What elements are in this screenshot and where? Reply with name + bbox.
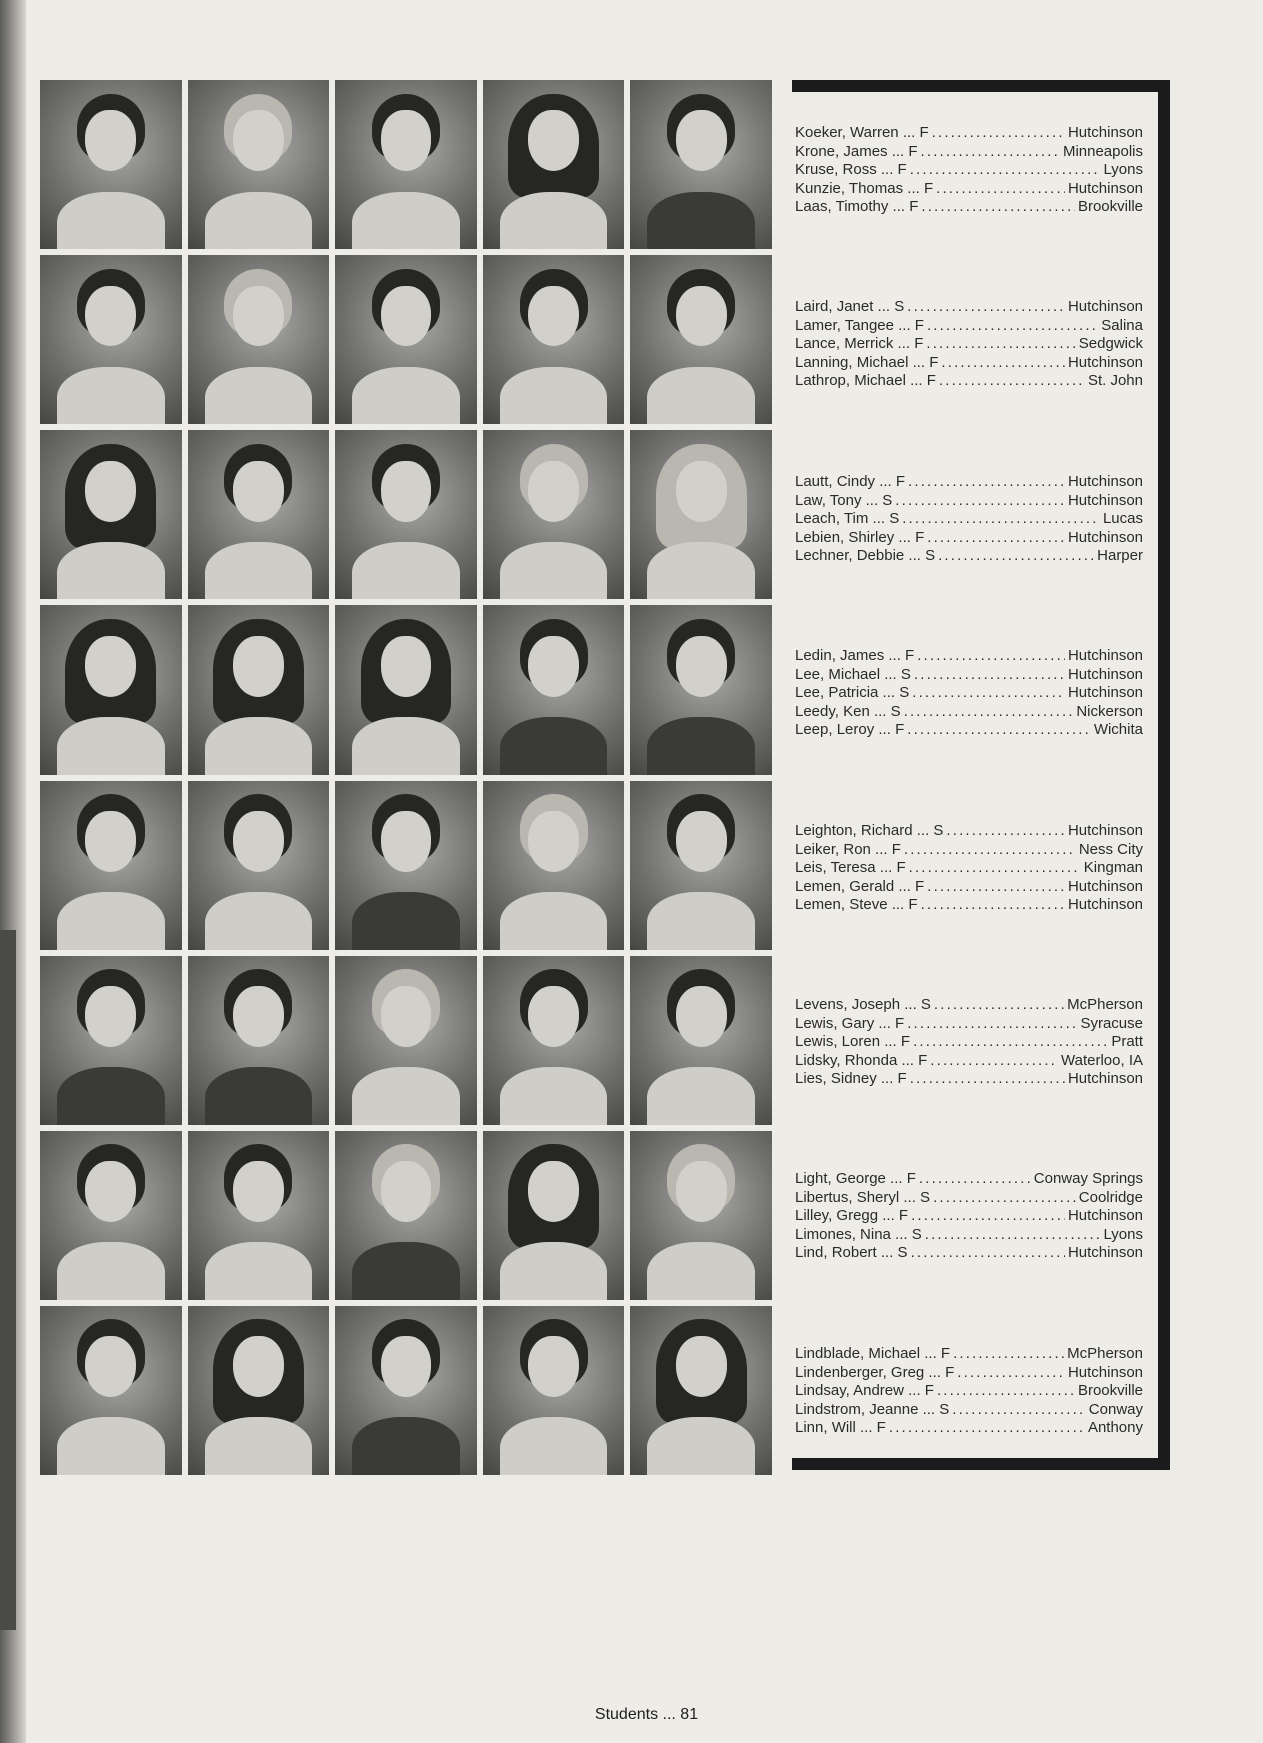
student-name: Libertus, Sheryl ... S [795,1188,931,1206]
student-entry [795,1244,1143,1263]
student-entry [795,684,1143,703]
dot-leader [912,684,1065,703]
student-portrait [335,80,477,249]
student-name: Limones, Nina ... S [795,1225,922,1243]
student-hometown: Brookville [1077,1382,1143,1399]
student-name: Lemen, Steve ... F [795,896,918,913]
student-portrait [40,781,182,950]
portrait-body [647,717,755,775]
student-portrait [40,430,182,599]
dot-leader [919,1170,1031,1189]
portrait-face [233,811,284,872]
portrait-body [205,367,313,425]
student-name: Lathrop, Michael ... F [795,372,936,389]
student-name: Kunzie, Thomas ... F [795,179,934,197]
student-entry [795,1015,1143,1034]
name-group [795,1345,1143,1438]
dot-leader [939,372,1085,391]
student-entry [795,666,1143,685]
portrait-grid [40,80,772,1475]
student-hometown: Hutchinson [1067,353,1143,371]
student-entry [795,372,1143,391]
student-portrait [483,255,625,424]
student-portrait [40,255,182,424]
student-hometown: Hutchinson [1067,665,1143,683]
portrait-face [676,110,727,171]
page-edge-shadow [0,930,16,1630]
portrait-body [57,192,165,250]
student-portrait [335,255,477,424]
portrait-face [233,1336,284,1397]
student-portrait [40,1131,182,1300]
student-hometown: Hutchinson [1067,1244,1143,1261]
dot-leader [910,1070,1065,1089]
portrait-body [647,367,755,425]
portrait-face [676,1161,727,1222]
student-portrait [630,1131,772,1300]
student-portrait [40,605,182,774]
student-hometown: Pratt [1111,1033,1143,1050]
student-entry [795,143,1143,162]
portrait-body [647,1067,755,1125]
dot-leader [926,335,1075,354]
student-entry [795,703,1143,722]
student-hometown: Brookville [1077,198,1143,215]
student-entry [795,529,1143,548]
student-entry [795,1364,1143,1383]
portrait-body [352,192,460,250]
name-group [795,647,1143,740]
student-hometown: Conway Springs [1033,1170,1143,1187]
student-portrait [188,255,330,424]
portrait-body [205,1242,313,1300]
portrait-body [57,542,165,600]
student-hometown: Waterloo, IA [1061,1051,1143,1069]
student-hometown: Hutchinson [1067,1070,1143,1087]
student-portrait [188,1306,330,1475]
portrait-face [676,986,727,1047]
portrait-body [500,192,608,250]
student-name: Lance, Merrick ... F [795,335,924,352]
portrait-body [205,717,313,775]
portrait-body [647,1417,755,1475]
student-entry [795,1033,1143,1052]
student-name: Laas, Timothy ... F [795,198,919,215]
student-name: Leiker, Ron ... F [795,840,901,858]
dot-leader [917,647,1065,666]
portrait-face [233,110,284,171]
student-portrait [483,430,625,599]
portrait-face [381,986,432,1047]
portrait-body [352,542,460,600]
student-name: Lies, Sidney ... F [795,1070,907,1087]
dot-leader [907,1015,1077,1034]
portrait-body [57,1242,165,1300]
student-entry [795,492,1143,511]
student-hometown: Salina [1101,316,1143,334]
dot-leader [930,1052,1058,1071]
student-entry [795,124,1143,143]
portrait-face [381,636,432,697]
student-name: Kruse, Ross ... F [795,161,907,178]
dot-leader [934,996,1064,1015]
portrait-body [205,542,313,600]
student-portrait [335,956,477,1125]
student-hometown: Syracuse [1080,1014,1143,1032]
student-entry [795,878,1143,897]
portrait-body [205,892,313,950]
portrait-face [233,286,284,347]
dot-leader [921,143,1060,162]
portrait-body [205,1417,313,1475]
student-name: Lewis, Loren ... F [795,1033,911,1050]
student-portrait [630,430,772,599]
portrait-body [500,717,608,775]
portrait-face [676,461,727,522]
portrait-body [57,1417,165,1475]
student-entry [795,1052,1143,1071]
portrait-face [233,986,284,1047]
portrait-face [676,636,727,697]
dot-leader [953,1345,1064,1364]
student-hometown: Sedgwick [1078,335,1143,352]
portrait-face [381,110,432,171]
student-entry [795,822,1143,841]
portrait-face [85,986,136,1047]
student-entry [795,473,1143,492]
student-hometown: Hutchinson [1067,877,1143,895]
portrait-face [381,286,432,347]
student-entry [795,547,1143,566]
name-list-panel [792,80,1170,1470]
student-portrait [40,956,182,1125]
student-entry [795,859,1143,878]
student-portrait [483,605,625,774]
portrait-face [85,286,136,347]
student-name: Law, Tony ... S [795,491,893,509]
student-entry [795,161,1143,180]
student-name: Leach, Tim ... S [795,510,900,527]
student-hometown: Minneapolis [1062,142,1143,160]
portrait-body [352,1067,460,1125]
student-entry [795,841,1143,860]
dot-leader [921,198,1075,217]
student-portrait [483,956,625,1125]
student-entry [795,1345,1143,1364]
portrait-body [500,892,608,950]
student-portrait [188,956,330,1125]
portrait-body [352,892,460,950]
name-group [795,996,1143,1089]
portrait-body [205,192,313,250]
dot-leader [938,547,1094,566]
dot-leader [941,354,1065,373]
student-portrait [188,781,330,950]
portrait-body [647,892,755,950]
portrait-body [500,1417,608,1475]
student-portrait [188,80,330,249]
dot-leader [932,124,1065,143]
student-entry [795,647,1143,666]
dot-leader [908,473,1065,492]
student-hometown: Kingman [1083,859,1143,876]
name-group [795,124,1143,217]
student-entry [795,1070,1143,1089]
student-portrait [630,1306,772,1475]
portrait-face [528,811,579,872]
student-hometown: McPherson [1067,1345,1143,1362]
student-hometown: Lyons [1103,161,1143,178]
portrait-face [381,811,432,872]
portrait-body [57,892,165,950]
student-hometown: Coolridge [1078,1188,1143,1206]
student-portrait [630,255,772,424]
student-name: Lewis, Gary ... F [795,1014,905,1032]
student-entry [795,1189,1143,1208]
dot-leader [927,317,1098,336]
dot-leader [927,529,1065,548]
dot-leader [925,1226,1101,1245]
dot-leader [913,1033,1108,1052]
name-group [795,822,1143,915]
portrait-body [500,542,608,600]
dot-leader [927,878,1065,897]
student-portrait [335,781,477,950]
student-entry [795,1401,1143,1420]
student-portrait [630,605,772,774]
dot-leader [889,1419,1085,1438]
student-name: Koeker, Warren ... F [795,124,929,141]
student-name: Lind, Robert ... S [795,1244,908,1261]
name-group [795,298,1143,391]
student-entry [795,354,1143,373]
student-hometown: Hutchinson [1067,491,1143,509]
portrait-body [647,192,755,250]
student-hometown: Hutchinson [1067,528,1143,546]
student-name: Krone, James ... F [795,142,918,160]
portrait-body [352,1242,460,1300]
portrait-body [352,1417,460,1475]
portrait-face [233,1161,284,1222]
student-portrait [483,1306,625,1475]
student-name: Lautt, Cindy ... F [795,473,906,490]
dot-leader [911,1244,1065,1263]
student-entry [795,317,1143,336]
student-name: Lindsay, Andrew ... F [795,1382,934,1399]
dot-leader [957,1364,1065,1383]
portrait-face [676,286,727,347]
student-hometown: Hutchinson [1067,896,1143,913]
student-hometown: Wichita [1093,721,1143,738]
student-entry [795,198,1143,217]
portrait-body [647,542,755,600]
student-entry [795,510,1143,529]
student-entry [795,896,1143,915]
student-entry [795,721,1143,740]
dot-leader [904,703,1074,722]
portrait-face [381,461,432,522]
student-portrait [335,1131,477,1300]
student-hometown: Hutchinson [1067,179,1143,197]
dot-leader [936,180,1065,199]
student-hometown: Hutchinson [1067,298,1143,315]
portrait-face [233,636,284,697]
student-name: Lilley, Gregg ... F [795,1207,909,1224]
portrait-face [85,1336,136,1397]
student-name: Leighton, Richard ... S [795,822,944,839]
student-hometown: Hutchinson [1067,124,1143,141]
student-hometown: Lucas [1102,510,1143,527]
dot-leader [909,859,1081,878]
student-portrait [335,1306,477,1475]
student-hometown: Hutchinson [1067,647,1143,664]
dot-leader [907,721,1091,740]
portrait-face [381,1336,432,1397]
student-portrait [188,1131,330,1300]
student-portrait [188,430,330,599]
student-name: Lee, Michael ... S [795,665,911,683]
student-hometown: Harper [1097,547,1143,564]
portrait-face [676,811,727,872]
student-name: Lindblade, Michael ... F [795,1345,951,1362]
student-entry [795,1382,1143,1401]
student-name: Leep, Leroy ... F [795,721,905,738]
student-portrait [188,605,330,774]
portrait-face [528,986,579,1047]
student-name: Leis, Teresa ... F [795,859,906,876]
portrait-body [500,367,608,425]
student-name: Light, George ... F [795,1170,916,1187]
portrait-body [205,1067,313,1125]
student-portrait [630,781,772,950]
student-portrait [630,80,772,249]
student-name: Lee, Patricia ... S [795,684,910,701]
student-name: Laird, Janet ... S [795,298,905,315]
student-portrait [335,430,477,599]
student-entry [795,1419,1143,1438]
student-portrait [335,605,477,774]
student-entry [795,1207,1143,1226]
student-hometown: Hutchinson [1067,822,1143,839]
portrait-face [528,1336,579,1397]
student-entry [795,298,1143,317]
student-name: Ledin, James ... F [795,647,915,664]
dot-leader [911,1207,1065,1226]
student-name: Lindenberger, Greg ... F [795,1363,955,1381]
student-hometown: Lyons [1103,1225,1143,1243]
dot-leader [921,896,1065,915]
student-portrait [483,781,625,950]
student-name: Lindstrom, Jeanne ... S [795,1400,950,1418]
portrait-face [85,1161,136,1222]
dot-leader [902,510,1100,529]
portrait-face [381,1161,432,1222]
student-hometown: Nickerson [1076,702,1143,720]
student-name: Lebien, Shirley ... F [795,528,925,546]
portrait-face [528,286,579,347]
portrait-body [500,1242,608,1300]
portrait-face [85,461,136,522]
student-name: Lemen, Gerald ... F [795,877,925,895]
student-hometown: St. John [1087,372,1143,389]
portrait-body [352,367,460,425]
portrait-face [528,110,579,171]
student-name: Lanning, Michael ... F [795,353,939,371]
student-portrait [483,1131,625,1300]
student-hometown: Hutchinson [1067,1207,1143,1224]
portrait-face [528,461,579,522]
portrait-body [500,1067,608,1125]
student-hometown: Conway [1088,1400,1143,1418]
portrait-body [57,1067,165,1125]
student-name: Lamer, Tangee ... F [795,316,924,334]
dot-leader [937,1382,1075,1401]
portrait-face [85,811,136,872]
student-hometown: Anthony [1087,1419,1143,1436]
student-entry [795,335,1143,354]
portrait-body [647,1242,755,1300]
dot-leader [914,666,1065,685]
student-name: Lidsky, Rhonda ... F [795,1051,928,1069]
dot-leader [895,492,1065,511]
student-entry [795,1226,1143,1245]
portrait-face [676,1336,727,1397]
name-group [795,1170,1143,1263]
student-portrait [40,1306,182,1475]
portrait-face [85,110,136,171]
page-footer: Students ... 81 [594,1706,699,1723]
name-group [795,473,1143,566]
student-portrait [630,956,772,1125]
student-hometown: McPherson [1067,996,1143,1013]
student-name: Lechner, Debbie ... S [795,547,936,564]
dot-leader [933,1189,1076,1208]
dot-leader [904,841,1076,860]
student-entry [795,996,1143,1015]
student-name: Levens, Joseph ... S [795,996,931,1013]
dot-leader [910,161,1101,180]
dot-leader [952,1401,1086,1420]
portrait-body [352,717,460,775]
student-name: Linn, Will ... F [795,1419,886,1436]
student-entry [795,1170,1143,1189]
portrait-face [528,1161,579,1222]
student-hometown: Hutchinson [1067,1363,1143,1381]
portrait-face [233,461,284,522]
student-hometown: Hutchinson [1067,684,1143,701]
student-portrait [40,80,182,249]
portrait-body [57,717,165,775]
portrait-face [528,636,579,697]
dot-leader [946,822,1065,841]
portrait-face [85,636,136,697]
student-hometown: Hutchinson [1067,473,1143,490]
portrait-body [57,367,165,425]
dot-leader [907,298,1065,317]
student-hometown: Ness City [1078,840,1143,858]
student-portrait [483,80,625,249]
student-entry [795,180,1143,199]
student-name: Leedy, Ken ... S [795,702,901,720]
